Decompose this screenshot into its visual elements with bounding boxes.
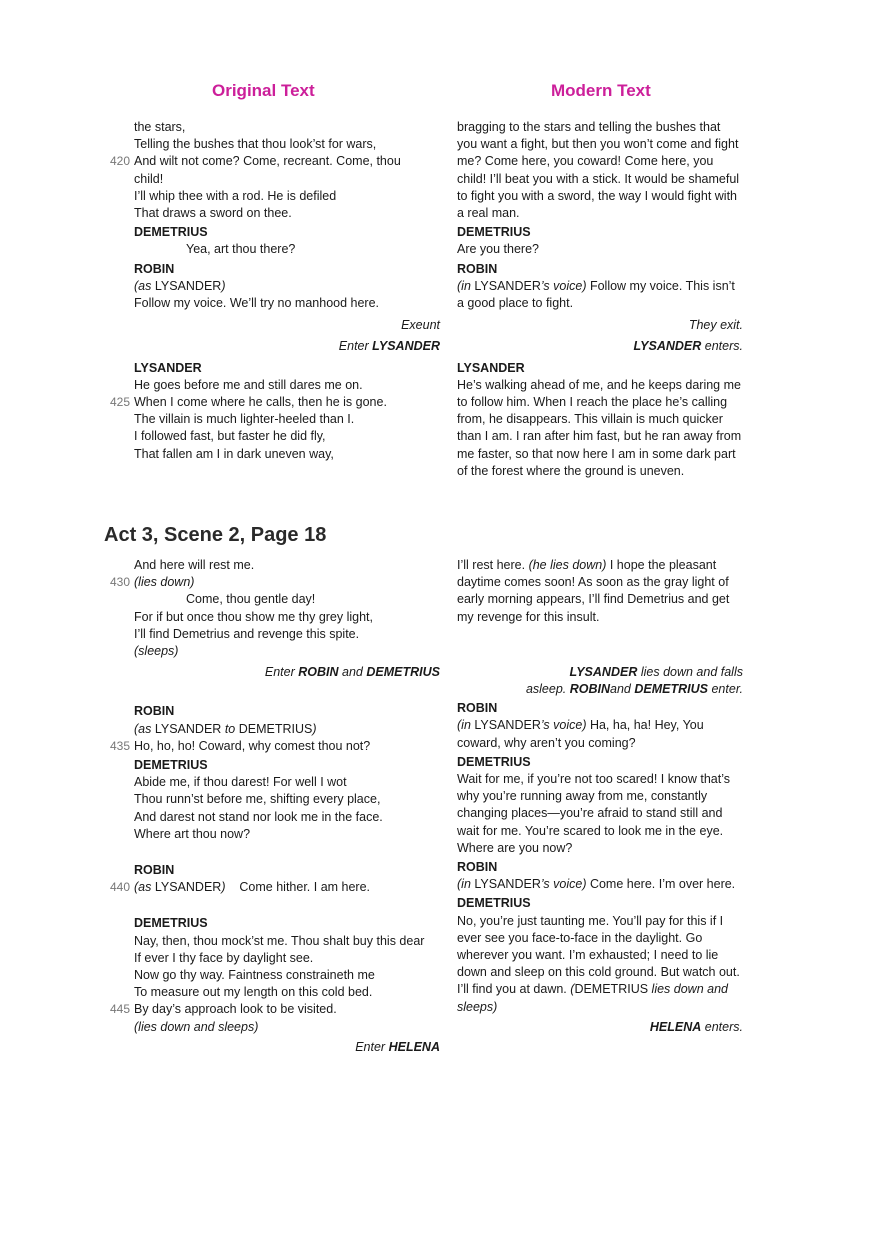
speaker-robin: ROBIN bbox=[457, 701, 498, 716]
verse-line: Abide me, if thou darest! For well I wot bbox=[134, 775, 347, 790]
verse-line: child! bbox=[134, 171, 164, 186]
modern-paragraph: bragging to the stars and telling the bushes that you want a fight, but then you won’t come and fight me? Come here, you coward! Come here, you child! I’ll beat you with a stick. It would be shameful to fight you with a sword, the way I would fight with a real man. bbox=[457, 120, 740, 221]
line-number: 420 bbox=[109, 154, 130, 169]
verse-line: 435 Ho, ho, ho! Coward, why comest thou not? bbox=[134, 738, 440, 755]
speaker-demetrius: DEMETRIUS bbox=[457, 754, 531, 769]
stage-direction-enter: asleep. ROBINand DEMETRIUS enter. bbox=[525, 682, 743, 697]
modern-paragraph: He’s walking ahead of me, and he keeps daring me to follow him. When I reach the place he’s calling from, he disappears. This villain is much quicker than I am. I ran after him fast, but he ran away from me faster, so that now here I am in some dark part of the forest where the ground is uneven. bbox=[457, 377, 742, 478]
stage-direction-enter: Enter ROBIN and DEMETRIUS bbox=[264, 665, 440, 680]
stage-direction-enter: Enter LYSANDER bbox=[338, 339, 440, 354]
line-number: 440 bbox=[109, 880, 130, 895]
verse-line: For if but once thou show me thy grey light, bbox=[134, 609, 374, 624]
stage-direction: (lies down and sleeps) bbox=[134, 1019, 259, 1034]
speaker-robin: ROBIN bbox=[457, 860, 498, 875]
modern-text-header: Modern Text bbox=[551, 81, 651, 100]
line-number: 425 bbox=[109, 395, 130, 410]
modern-paragraph: No, you’re just taunting me. You’ll pay for this if I ever see you face-to-face in the daylight. Go wherever you want. I’m exhausted; I need to lie down and sleep on this cold ground. But watch out. I’ll find you at dawn. (DEMETRIUS lies down and sleeps) bbox=[457, 913, 740, 1014]
speaker-robin: ROBIN bbox=[134, 261, 175, 276]
verse-line: To measure out my length on this cold bed. bbox=[134, 985, 373, 1000]
modern-paragraph: I’ll rest here. (he lies down) I hope the pleasant daytime comes soon! As soon as the gray light of early morning appears, I’ll find Demetrius and get my revenge for this insult. bbox=[457, 558, 730, 624]
stage-direction-exeunt: Exeunt bbox=[401, 318, 440, 333]
verse-line: That fallen am I in dark uneven way, bbox=[134, 446, 334, 461]
stage-direction-enters: LYSANDER enters. bbox=[633, 339, 743, 354]
verse-line: The villain is much lighter-heeled than I. bbox=[134, 412, 355, 427]
original-text-header: Original Text bbox=[212, 81, 315, 100]
modern-paragraph: Wait for me, if you’re not too scared! I know that’s why you’re running away from me, constantly changing places—you’re afraid to stand still and wait for me. You’re scared to look me in the eye. Where are you now? bbox=[457, 772, 731, 855]
verse-line: 440 (as LYSANDER) Come hither. I am here. bbox=[134, 879, 440, 896]
stage-direction: (as LYSANDER to DEMETRIUS) bbox=[134, 721, 317, 736]
verse-line: Where art thou now? bbox=[134, 826, 251, 841]
verse-line: Yea, art thou there? bbox=[186, 242, 296, 257]
modern-paragraph: (in LYSANDER’s voice) Follow my voice. This isn’t a good place to fight. bbox=[457, 278, 735, 311]
modern-paragraph: (in LYSANDER’s voice) Come here. I’m over here. bbox=[457, 877, 736, 892]
stage-direction-falls-asleep: LYSANDER lies down and falls bbox=[569, 664, 743, 679]
stage-direction-exit: They exit. bbox=[688, 318, 743, 333]
stage-direction-enters: HELENA enters. bbox=[649, 1019, 743, 1034]
verse-line: And darest not stand nor look me in the face. bbox=[134, 809, 383, 824]
verse-line: I’ll whip thee with a rod. He is defiled bbox=[134, 188, 337, 203]
verse-line: Come, thou gentle day! bbox=[186, 592, 316, 607]
modern-section-1 bbox=[457, 119, 743, 480]
verse-line: Thou runn’st before me, shifting every place, bbox=[134, 792, 381, 807]
verse-line: That draws a sword on thee. bbox=[134, 206, 292, 221]
speaker-demetrius: DEMETRIUS bbox=[457, 896, 531, 911]
verse-line: Nay, then, thou mock’st me. Thou shalt buy this dear bbox=[134, 933, 425, 948]
original-section-2 bbox=[109, 557, 440, 1056]
line-number: 430 bbox=[109, 575, 130, 590]
verse-line: Telling the bushes that thou look’st for wars, bbox=[134, 137, 377, 152]
verse-line: I’ll find Demetrius and revenge this spite. bbox=[134, 626, 360, 641]
speaker-lysander: LYSANDER bbox=[134, 360, 202, 375]
stage-direction: (as LYSANDER) bbox=[134, 278, 226, 293]
speaker-robin: ROBIN bbox=[134, 704, 175, 719]
verse-line: 425 When I come where he calls, then he is gone. bbox=[134, 394, 440, 411]
modern-paragraph: (in LYSANDER’s voice) Ha, ha, ha! Hey, You coward, why aren’t you coming? bbox=[457, 718, 704, 750]
verse-line: He goes before me and still dares me on. bbox=[134, 377, 363, 392]
line-number: 445 bbox=[109, 1002, 130, 1017]
speaker-demetrius: DEMETRIUS bbox=[457, 225, 531, 240]
speaker-demetrius: DEMETRIUS bbox=[134, 225, 208, 240]
speaker-robin: ROBIN bbox=[457, 261, 498, 276]
stage-direction-enter: Enter HELENA bbox=[355, 1039, 440, 1054]
speaker-lysander: LYSANDER bbox=[457, 360, 525, 375]
speaker-robin: ROBIN bbox=[134, 863, 175, 878]
verse-line: And here will rest me. bbox=[134, 558, 255, 572]
verse-line: I followed fast, but faster he did fly, bbox=[134, 429, 326, 444]
verse-line: If ever I thy face by daylight see. bbox=[134, 950, 314, 965]
stage-direction: 430 (lies down) bbox=[134, 574, 440, 591]
verse-line: Now go thy way. Faintness constraineth me bbox=[134, 968, 375, 983]
modern-paragraph: Are you there? bbox=[457, 242, 539, 257]
speaker-demetrius: DEMETRIUS bbox=[134, 758, 208, 773]
verse-line: Follow my voice. We’ll try no manhood here. bbox=[134, 296, 380, 311]
page-title: Act 3, Scene 2, Page 18 bbox=[104, 524, 327, 546]
original-section-1 bbox=[109, 119, 440, 463]
verse-line: 420 And wilt not come? Come, recreant. Come, thou bbox=[134, 153, 440, 170]
verse-line: 445 By day’s approach look to be visited. bbox=[134, 1001, 440, 1018]
stage-direction: (sleeps) bbox=[134, 644, 179, 659]
modern-section-2 bbox=[457, 557, 743, 1036]
verse-line: the stars, bbox=[134, 120, 186, 134]
line-number: 435 bbox=[109, 738, 130, 753]
speaker-demetrius: DEMETRIUS bbox=[134, 916, 208, 931]
